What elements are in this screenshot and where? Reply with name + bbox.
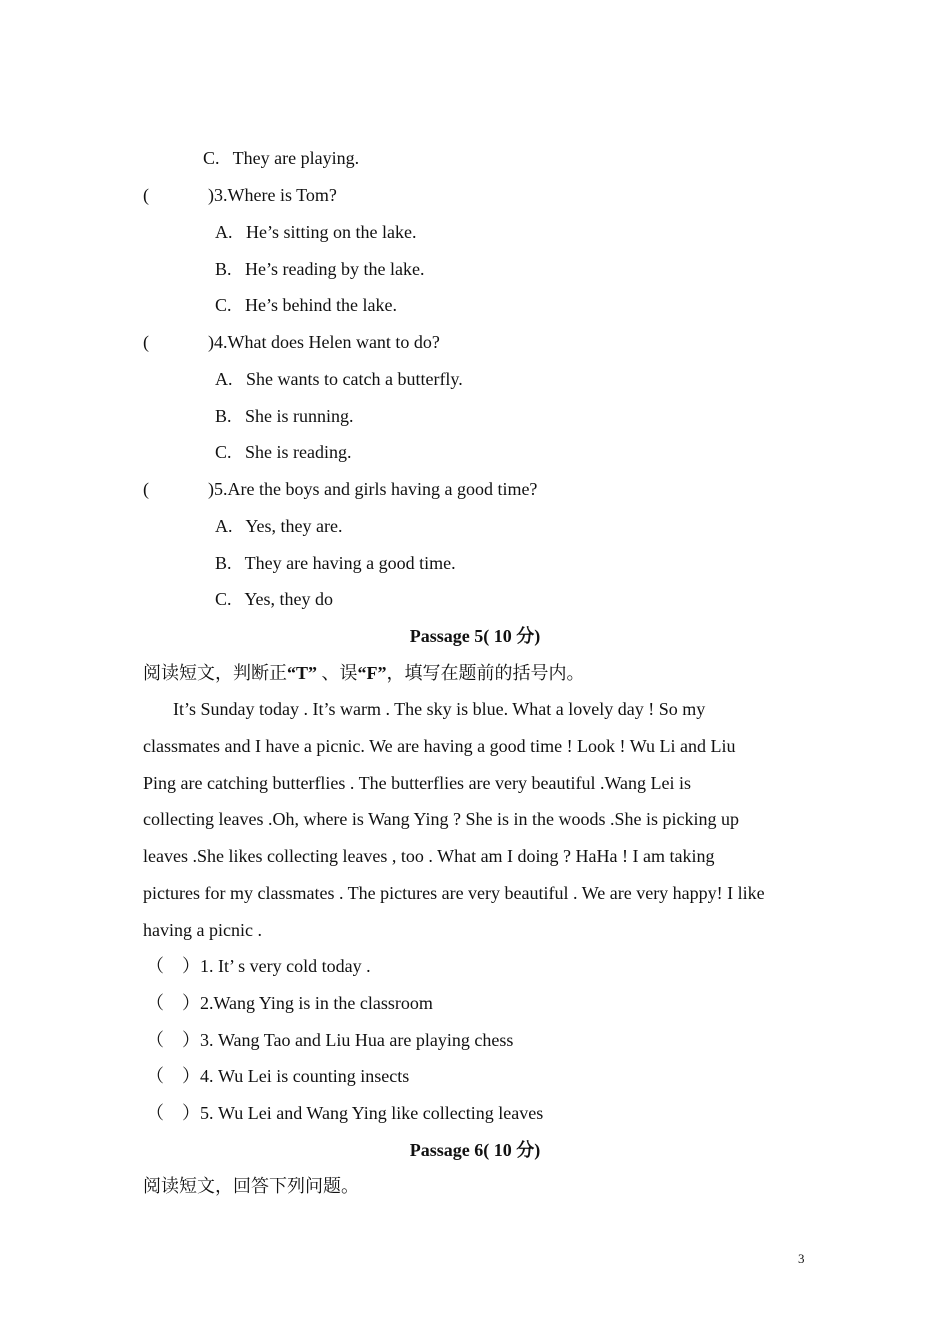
tf-statement-2: （ ）2.Wang Ying is in the classroom [146,993,433,1013]
q4-option-a: A. She wants to catch a butterfly. [215,369,463,389]
q4-option-b: B. She is running. [215,406,354,426]
tf-statement-3: （ ）3. Wang Tao and Liu Hua are playing chess [146,1030,514,1050]
passage6-title: Passage 6( 10 分) [409,1140,541,1160]
instruction-text: ，填写在题前的括号内。 [386,663,585,683]
passage5-instruction [143,662,585,684]
q4-stem: )4.What does Helen want to do? [208,332,440,352]
q3-answer-paren: ( [143,185,149,205]
q4-answer-paren: ( [143,332,149,352]
q3-stem: )3.Where is Tom? [208,185,337,205]
passage5-text-line: classmates and I have a picnic. We are having a good time ! Look ! Wu Li and Liu [143,736,736,756]
passage5-text-line: leaves .She likes collecting leaves , too . What am I doing ? HaHa ! I am taking [143,846,715,866]
q5-option-a: A. Yes, they are. [215,516,343,536]
q4-option-c: C. She is reading. [215,442,352,462]
page-number: 3 [798,1251,805,1266]
instruction-text: 阅读短文，判断正 [143,663,287,683]
tf-statement-5: （ ）5. Wu Lei and Wang Ying like collecting leaves [146,1103,544,1123]
q5-option-c: C. Yes, they do [215,589,334,609]
passage5-text-line: Ping are catching butterflies . The butterflies are very beautiful .Wang Lei is [143,773,692,793]
q5-option-b: B. They are having a good time. [215,553,456,573]
q3-option-b: B. He’s reading by the lake. [215,259,425,279]
tf-statement-4: （ ）4. Wu Lei is counting insects [146,1066,410,1086]
q5-stem: )5.Are the boys and girls having a good time? [208,479,538,499]
instruction-text: 、误 [317,663,358,683]
passage5-text-line: having a picnic . [143,920,262,940]
tf-statement-1: （ ）1. It’ s very cold today . [146,956,371,976]
q2-option-c: C. They are playing. [203,148,360,168]
passage5-text-line: It’s Sunday today . It’s warm . The sky is blue. What a lovely day ! So my [173,699,706,719]
q5-answer-paren: ( [143,479,149,499]
q3-option-a: A. He’s sitting on the lake. [215,222,417,242]
passage6-instruction: 阅读短文，回答下列问题。 [143,1176,359,1196]
instruction-false-mark: “F” [357,663,387,683]
passage5-title: Passage 5( 10 分) [409,626,541,646]
passage5-text-line: collecting leaves .Oh, where is Wang Ying ? She is in the woods .She is picking up [143,809,739,829]
passage5-text-line: pictures for my classmates . The pictures are very beautiful . We are very happy! I like [143,883,765,903]
instruction-true-mark: “T” [287,663,318,683]
q3-option-c: C. He’s behind the lake. [215,295,397,315]
